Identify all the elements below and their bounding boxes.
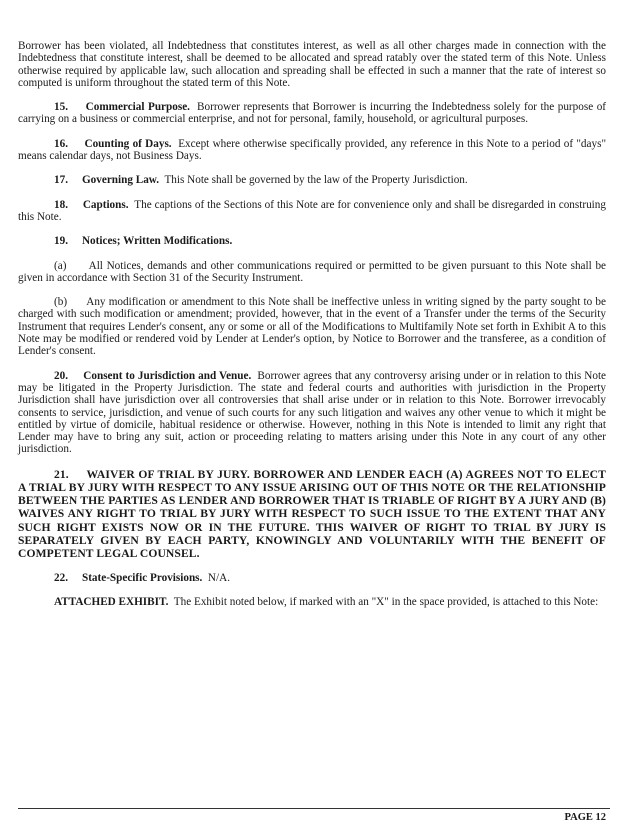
section-17-title: Governing Law.	[81, 174, 160, 187]
section-18-title: Captions.	[82, 198, 129, 211]
section-16	[18, 138, 606, 163]
section-15	[18, 101, 606, 126]
section-19-a-label: (a)	[54, 259, 67, 272]
section-20-text: Borrower agrees that any controversy arising under or in relation to this Note may be litigated in the Property Jurisdiction. The state and federal courts and authorities with jurisdiction in the Property Jurisdiction shall have jurisdiction over all controversies that shall arise under or in relation to this Note. Borrower irrevocably consents to service, jurisdiction, and venue of such courts for any such litigation and waives any other venue to which it might be entitled by virtue of domicile, habitual residence or otherwise. However, nothing in this Note is intended to limit any right that Lender may have to bring any suit, action or proceeding relating to matters arising under this Note in any court of any other jurisdiction.	[18, 369, 607, 456]
section-15-text: Borrower represents that Borrower is incurring the Indebtedness solely for the purpose of carrying on a business or commercial enterprise, and not for personal, family, household, or agricultural purposes.	[18, 101, 607, 126]
section-17-text: This Note shall be governed by the law of the Property Jurisdiction.	[164, 174, 468, 187]
page-number: PAGE 12	[564, 812, 606, 823]
section-15-title: Commercial Purpose.	[85, 101, 190, 114]
section-19-heading	[18, 235, 606, 247]
section-16-title: Counting of Days.	[84, 137, 172, 150]
section-18-text: The captions of the Sections of this Note are for convenience only and shall be disregarded in construing this Note.	[18, 198, 606, 223]
footer-rule	[18, 808, 610, 809]
section-19-a	[18, 260, 606, 285]
section-19-b-label: (b)	[54, 296, 68, 309]
intro-paragraph: Borrower has been violated, all Indebtedness that constitutes interest, as well as all other charges made in connection with the Indebtedness that constitute interest, shall be deemed to be allocated and spread ratably over the stated term of this Note. Unless otherwise required by applicable law, such allocation and spreading shall be effected in such a manner that the rate of interest so computed is uniform throughout the stated term of this Note.	[18, 40, 606, 89]
section-20	[18, 370, 606, 456]
section-21-text: WAIVER OF TRIAL BY JURY. BORROWER AND LENDER EACH (A) AGREES NOT TO ELECT A TRIAL BY JURY WITH RESPECT TO ANY ISSUE ARISING OUT OF THIS NOTE OR THE RELATIONSHIP BETWEEN THE PARTIES AS LENDER AND BORROWER THAT IS TRIABLE OF RIGHT BY A JURY AND (B) WAIVES ANY RIGHT TO TRIAL BY JURY WITH RESPECT TO SUCH ISSUE TO THE EXTENT THAT ANY SUCH RIGHT EXISTS NOW OR IN THE FUTURE. THIS WAIVER OF RIGHT TO TRIAL BY JURY IS SEPARATELY GIVEN BY EACH PARTY, KNOWINGLY AND VOLUNTARILY WITH THE BENEFIT OF COMPETENT LEGAL COUNSEL.	[18, 467, 606, 560]
section-21	[18, 468, 606, 560]
section-16-text: Except where otherwise specifically provided, any reference in this Note to a period of "days" means calendar days, not Business Days.	[18, 137, 607, 163]
section-22	[18, 572, 606, 584]
section-22-number: 22.	[54, 572, 68, 585]
section-18-number: 18.	[54, 198, 68, 211]
section-22-title: State-Specific Provisions.	[81, 572, 203, 585]
section-20-title: Consent to Jurisdiction and Venue.	[83, 369, 252, 382]
attached-exhibit	[18, 596, 606, 608]
section-17	[18, 174, 606, 186]
section-19-b	[18, 296, 606, 357]
section-18	[18, 199, 606, 224]
section-19-b-text: Any modification or amendment to this Note shall be ineffective unless in writing signed by the party sought to be charged with such modification or amendment; provided, however, that in the event of a Transfer under the terms of the Security Instrument that requires Lender's consent, any or some or all of the Modifications to Multifamily Note set forth in Exhibit A to this Note may be modified or rendered void by Lender at Lender's option, by Notice to Borrower and the transferee, as a condition of Lender's consent.	[18, 296, 606, 358]
document-body	[18, 40, 606, 621]
section-21-number: 21.	[54, 467, 69, 481]
section-16-number: 16.	[54, 137, 68, 150]
section-17-number: 17.	[54, 174, 68, 187]
section-15-number: 15.	[54, 101, 68, 114]
attached-exhibit-title: ATTACHED EXHIBIT.	[54, 596, 169, 609]
section-22-text: N/A.	[207, 572, 230, 585]
section-19-title: Notices; Written Modifications.	[81, 235, 233, 248]
attached-exhibit-text: The Exhibit noted below, if marked with an "X" in the space provided, is attached to this Note:	[173, 596, 599, 609]
section-19-a-text: All Notices, demands and other communications required or permitted to be given pursuant to this Note shall be given in accordance with Section 31 of the Security Instrument.	[18, 259, 607, 284]
section-20-number: 20.	[54, 369, 68, 382]
section-19-number: 19.	[54, 235, 68, 248]
